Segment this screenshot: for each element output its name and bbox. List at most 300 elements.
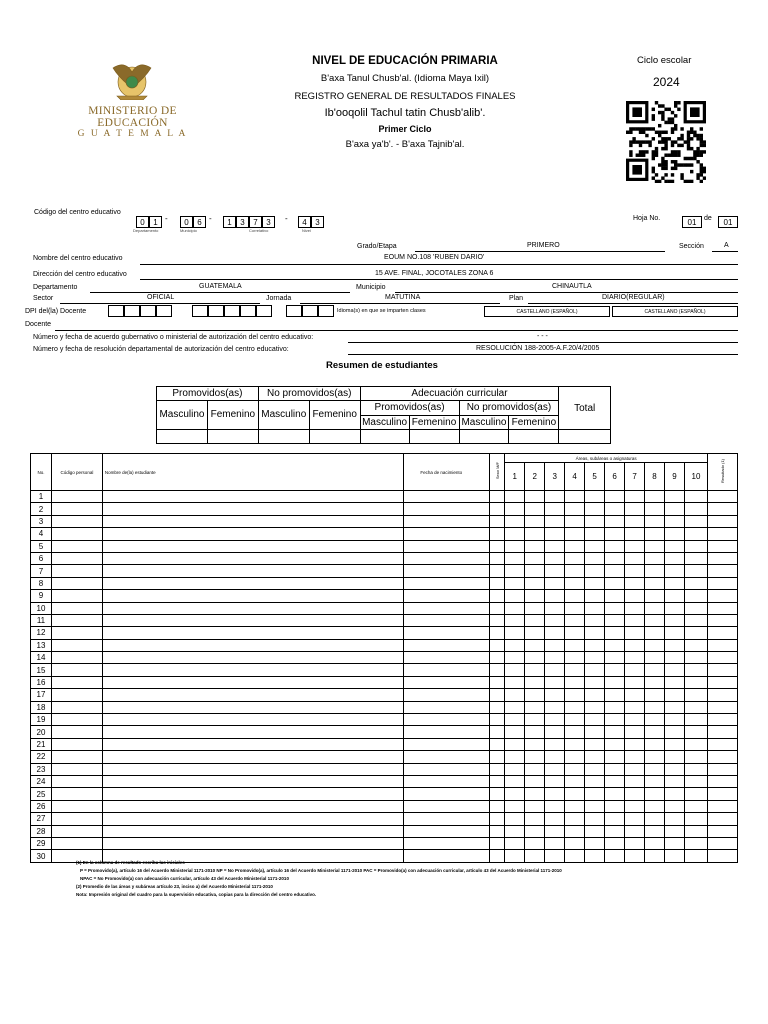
student-cell[interactable] bbox=[645, 825, 665, 837]
student-cell[interactable] bbox=[665, 639, 685, 651]
student-cell[interactable] bbox=[404, 552, 490, 564]
student-cell[interactable] bbox=[665, 825, 685, 837]
student-cell[interactable] bbox=[505, 689, 525, 701]
student-cell[interactable] bbox=[51, 763, 102, 775]
student-cell[interactable] bbox=[565, 689, 585, 701]
student-cell[interactable] bbox=[525, 590, 545, 602]
student-cell[interactable] bbox=[665, 627, 685, 639]
student-cell[interactable] bbox=[585, 738, 605, 750]
student-cell[interactable] bbox=[585, 800, 605, 812]
student-cell[interactable] bbox=[490, 664, 505, 676]
student-cell[interactable] bbox=[490, 540, 505, 552]
student-cell[interactable] bbox=[684, 850, 707, 862]
student-cell[interactable] bbox=[707, 491, 737, 503]
student-cell[interactable] bbox=[505, 825, 525, 837]
student-cell[interactable] bbox=[545, 763, 565, 775]
student-cell[interactable] bbox=[545, 491, 565, 503]
student-cell[interactable] bbox=[565, 652, 585, 664]
student-cell[interactable] bbox=[665, 775, 685, 787]
student-cell[interactable] bbox=[525, 788, 545, 800]
student-cell[interactable] bbox=[605, 491, 625, 503]
student-cell[interactable] bbox=[605, 837, 625, 849]
dpi-digit-box[interactable] bbox=[224, 305, 240, 317]
student-cell[interactable] bbox=[684, 676, 707, 688]
student-cell[interactable] bbox=[545, 515, 565, 527]
student-cell[interactable] bbox=[102, 676, 403, 688]
student-cell[interactable] bbox=[505, 540, 525, 552]
student-cell[interactable] bbox=[707, 788, 737, 800]
student-cell[interactable] bbox=[665, 540, 685, 552]
student-cell[interactable] bbox=[51, 565, 102, 577]
student-cell[interactable] bbox=[585, 577, 605, 589]
student-cell[interactable] bbox=[51, 491, 102, 503]
student-cell[interactable] bbox=[665, 577, 685, 589]
student-cell[interactable] bbox=[51, 590, 102, 602]
student-cell[interactable] bbox=[490, 738, 505, 750]
student-cell[interactable] bbox=[707, 751, 737, 763]
student-cell[interactable] bbox=[51, 614, 102, 626]
student-cell[interactable] bbox=[404, 837, 490, 849]
student-cell[interactable] bbox=[565, 639, 585, 651]
student-cell[interactable] bbox=[545, 627, 565, 639]
student-cell[interactable] bbox=[505, 639, 525, 651]
student-cell[interactable] bbox=[585, 627, 605, 639]
student-cell[interactable] bbox=[684, 738, 707, 750]
student-cell[interactable] bbox=[525, 577, 545, 589]
student-cell[interactable] bbox=[684, 540, 707, 552]
student-cell[interactable] bbox=[625, 540, 645, 552]
student-cell[interactable] bbox=[545, 540, 565, 552]
student-cell[interactable] bbox=[525, 726, 545, 738]
student-cell[interactable] bbox=[404, 540, 490, 552]
student-cell[interactable] bbox=[605, 590, 625, 602]
student-cell[interactable] bbox=[525, 639, 545, 651]
student-cell[interactable] bbox=[605, 577, 625, 589]
summary-cell[interactable] bbox=[309, 430, 360, 444]
student-cell[interactable] bbox=[665, 491, 685, 503]
student-cell[interactable] bbox=[102, 689, 403, 701]
summary-cell[interactable] bbox=[207, 430, 258, 444]
student-cell[interactable] bbox=[565, 726, 585, 738]
student-cell[interactable] bbox=[565, 503, 585, 515]
student-cell[interactable] bbox=[707, 614, 737, 626]
student-cell[interactable] bbox=[625, 813, 645, 825]
student-cell[interactable] bbox=[605, 515, 625, 527]
student-cell[interactable] bbox=[565, 738, 585, 750]
student-cell[interactable] bbox=[490, 590, 505, 602]
student-cell[interactable] bbox=[505, 751, 525, 763]
student-cell[interactable] bbox=[625, 614, 645, 626]
student-cell[interactable] bbox=[102, 577, 403, 589]
student-cell[interactable] bbox=[51, 528, 102, 540]
student-cell[interactable] bbox=[605, 850, 625, 862]
student-cell[interactable] bbox=[51, 825, 102, 837]
student-cell[interactable] bbox=[102, 503, 403, 515]
student-cell[interactable] bbox=[585, 701, 605, 713]
student-cell[interactable] bbox=[51, 689, 102, 701]
student-cell[interactable] bbox=[505, 738, 525, 750]
dpi-digit-box[interactable] bbox=[208, 305, 224, 317]
student-cell[interactable] bbox=[605, 503, 625, 515]
dpi-digit-box[interactable] bbox=[240, 305, 256, 317]
student-cell[interactable] bbox=[51, 515, 102, 527]
student-cell[interactable] bbox=[490, 614, 505, 626]
student-cell[interactable] bbox=[490, 689, 505, 701]
student-cell[interactable] bbox=[505, 565, 525, 577]
student-cell[interactable] bbox=[565, 763, 585, 775]
student-cell[interactable] bbox=[51, 627, 102, 639]
student-cell[interactable] bbox=[404, 491, 490, 503]
student-cell[interactable] bbox=[605, 825, 625, 837]
student-cell[interactable] bbox=[707, 775, 737, 787]
student-cell[interactable] bbox=[684, 837, 707, 849]
summary-cell[interactable] bbox=[409, 430, 459, 444]
student-cell[interactable] bbox=[404, 565, 490, 577]
student-cell[interactable] bbox=[505, 652, 525, 664]
student-cell[interactable] bbox=[625, 552, 645, 564]
student-cell[interactable] bbox=[490, 652, 505, 664]
student-cell[interactable] bbox=[645, 664, 665, 676]
student-cell[interactable] bbox=[645, 565, 665, 577]
student-cell[interactable] bbox=[665, 528, 685, 540]
student-cell[interactable] bbox=[490, 602, 505, 614]
student-cell[interactable] bbox=[707, 652, 737, 664]
student-cell[interactable] bbox=[51, 664, 102, 676]
student-cell[interactable] bbox=[684, 775, 707, 787]
student-cell[interactable] bbox=[585, 763, 605, 775]
student-cell[interactable] bbox=[404, 528, 490, 540]
student-cell[interactable] bbox=[490, 515, 505, 527]
student-cell[interactable] bbox=[605, 751, 625, 763]
student-cell[interactable] bbox=[605, 540, 625, 552]
student-cell[interactable] bbox=[102, 726, 403, 738]
student-cell[interactable] bbox=[505, 788, 525, 800]
student-cell[interactable] bbox=[645, 775, 665, 787]
student-cell[interactable] bbox=[585, 825, 605, 837]
student-cell[interactable] bbox=[585, 837, 605, 849]
student-cell[interactable] bbox=[605, 652, 625, 664]
student-cell[interactable] bbox=[585, 850, 605, 862]
student-cell[interactable] bbox=[51, 726, 102, 738]
dpi-digit-box[interactable] bbox=[192, 305, 208, 317]
student-cell[interactable] bbox=[645, 528, 665, 540]
student-cell[interactable] bbox=[585, 590, 605, 602]
student-cell[interactable] bbox=[545, 602, 565, 614]
student-cell[interactable] bbox=[525, 540, 545, 552]
student-cell[interactable] bbox=[707, 726, 737, 738]
student-cell[interactable] bbox=[565, 825, 585, 837]
student-cell[interactable] bbox=[585, 676, 605, 688]
student-cell[interactable] bbox=[51, 577, 102, 589]
student-cell[interactable] bbox=[684, 701, 707, 713]
student-cell[interactable] bbox=[525, 528, 545, 540]
student-cell[interactable] bbox=[102, 775, 403, 787]
student-cell[interactable] bbox=[625, 503, 645, 515]
student-cell[interactable] bbox=[505, 676, 525, 688]
student-cell[interactable] bbox=[490, 577, 505, 589]
student-cell[interactable] bbox=[605, 788, 625, 800]
dpi-digit-box[interactable] bbox=[286, 305, 302, 317]
student-cell[interactable] bbox=[665, 788, 685, 800]
student-cell[interactable] bbox=[525, 825, 545, 837]
student-cell[interactable] bbox=[404, 627, 490, 639]
student-cell[interactable] bbox=[102, 664, 403, 676]
student-cell[interactable] bbox=[645, 491, 665, 503]
student-cell[interactable] bbox=[625, 775, 645, 787]
student-cell[interactable] bbox=[585, 614, 605, 626]
student-cell[interactable] bbox=[525, 491, 545, 503]
student-cell[interactable] bbox=[645, 540, 665, 552]
student-cell[interactable] bbox=[665, 565, 685, 577]
student-cell[interactable] bbox=[665, 652, 685, 664]
student-cell[interactable] bbox=[545, 689, 565, 701]
student-cell[interactable] bbox=[490, 565, 505, 577]
student-cell[interactable] bbox=[505, 701, 525, 713]
student-cell[interactable] bbox=[525, 751, 545, 763]
student-cell[interactable] bbox=[490, 639, 505, 651]
student-cell[interactable] bbox=[684, 528, 707, 540]
student-cell[interactable] bbox=[490, 676, 505, 688]
student-cell[interactable] bbox=[645, 627, 665, 639]
student-cell[interactable] bbox=[585, 565, 605, 577]
student-cell[interactable] bbox=[51, 540, 102, 552]
student-cell[interactable] bbox=[625, 825, 645, 837]
student-cell[interactable] bbox=[684, 614, 707, 626]
student-cell[interactable] bbox=[665, 552, 685, 564]
student-cell[interactable] bbox=[665, 689, 685, 701]
student-cell[interactable] bbox=[684, 627, 707, 639]
student-cell[interactable] bbox=[545, 590, 565, 602]
student-cell[interactable] bbox=[585, 552, 605, 564]
student-cell[interactable] bbox=[490, 701, 505, 713]
student-cell[interactable] bbox=[102, 825, 403, 837]
student-cell[interactable] bbox=[404, 590, 490, 602]
student-cell[interactable] bbox=[707, 639, 737, 651]
student-cell[interactable] bbox=[102, 627, 403, 639]
student-cell[interactable] bbox=[684, 639, 707, 651]
student-cell[interactable] bbox=[645, 689, 665, 701]
student-cell[interactable] bbox=[525, 676, 545, 688]
student-cell[interactable] bbox=[505, 850, 525, 862]
student-cell[interactable] bbox=[665, 726, 685, 738]
summary-cell[interactable] bbox=[559, 430, 611, 444]
student-cell[interactable] bbox=[545, 800, 565, 812]
student-cell[interactable] bbox=[490, 800, 505, 812]
student-cell[interactable] bbox=[645, 515, 665, 527]
student-cell[interactable] bbox=[645, 763, 665, 775]
student-cell[interactable] bbox=[625, 627, 645, 639]
student-cell[interactable] bbox=[565, 837, 585, 849]
student-cell[interactable] bbox=[665, 714, 685, 726]
student-cell[interactable] bbox=[404, 751, 490, 763]
student-cell[interactable] bbox=[102, 528, 403, 540]
student-cell[interactable] bbox=[404, 602, 490, 614]
student-cell[interactable] bbox=[645, 751, 665, 763]
student-cell[interactable] bbox=[565, 775, 585, 787]
student-cell[interactable] bbox=[707, 627, 737, 639]
student-cell[interactable] bbox=[625, 639, 645, 651]
student-cell[interactable] bbox=[565, 540, 585, 552]
student-cell[interactable] bbox=[545, 528, 565, 540]
student-cell[interactable] bbox=[51, 676, 102, 688]
student-cell[interactable] bbox=[565, 552, 585, 564]
student-cell[interactable] bbox=[404, 515, 490, 527]
student-cell[interactable] bbox=[565, 676, 585, 688]
student-cell[interactable] bbox=[490, 788, 505, 800]
student-cell[interactable] bbox=[490, 552, 505, 564]
student-cell[interactable] bbox=[525, 627, 545, 639]
student-cell[interactable] bbox=[102, 565, 403, 577]
student-cell[interactable] bbox=[404, 726, 490, 738]
student-cell[interactable] bbox=[545, 850, 565, 862]
student-cell[interactable] bbox=[545, 565, 565, 577]
student-cell[interactable] bbox=[684, 788, 707, 800]
student-cell[interactable] bbox=[684, 800, 707, 812]
student-cell[interactable] bbox=[605, 602, 625, 614]
student-cell[interactable] bbox=[665, 837, 685, 849]
student-cell[interactable] bbox=[102, 813, 403, 825]
student-cell[interactable] bbox=[665, 602, 685, 614]
student-cell[interactable] bbox=[505, 515, 525, 527]
student-cell[interactable] bbox=[585, 788, 605, 800]
student-cell[interactable] bbox=[51, 639, 102, 651]
student-cell[interactable] bbox=[525, 850, 545, 862]
student-cell[interactable] bbox=[51, 837, 102, 849]
student-cell[interactable] bbox=[525, 775, 545, 787]
student-cell[interactable] bbox=[684, 491, 707, 503]
student-cell[interactable] bbox=[565, 590, 585, 602]
student-cell[interactable] bbox=[585, 664, 605, 676]
student-cell[interactable] bbox=[525, 701, 545, 713]
student-cell[interactable] bbox=[545, 837, 565, 849]
student-cell[interactable] bbox=[645, 676, 665, 688]
student-cell[interactable] bbox=[585, 639, 605, 651]
student-cell[interactable] bbox=[665, 503, 685, 515]
student-cell[interactable] bbox=[51, 800, 102, 812]
student-cell[interactable] bbox=[625, 676, 645, 688]
student-cell[interactable] bbox=[625, 652, 645, 664]
student-cell[interactable] bbox=[605, 738, 625, 750]
student-cell[interactable] bbox=[404, 714, 490, 726]
student-cell[interactable] bbox=[665, 515, 685, 527]
student-cell[interactable] bbox=[490, 837, 505, 849]
student-cell[interactable] bbox=[625, 515, 645, 527]
student-cell[interactable] bbox=[505, 837, 525, 849]
student-cell[interactable] bbox=[707, 590, 737, 602]
student-cell[interactable] bbox=[102, 751, 403, 763]
student-cell[interactable] bbox=[684, 726, 707, 738]
student-cell[interactable] bbox=[625, 701, 645, 713]
student-cell[interactable] bbox=[505, 590, 525, 602]
student-cell[interactable] bbox=[565, 813, 585, 825]
student-cell[interactable] bbox=[605, 689, 625, 701]
student-cell[interactable] bbox=[505, 664, 525, 676]
student-cell[interactable] bbox=[665, 676, 685, 688]
student-cell[interactable] bbox=[545, 788, 565, 800]
student-cell[interactable] bbox=[707, 552, 737, 564]
student-cell[interactable] bbox=[490, 491, 505, 503]
student-cell[interactable] bbox=[525, 565, 545, 577]
student-cell[interactable] bbox=[545, 751, 565, 763]
student-cell[interactable] bbox=[505, 528, 525, 540]
student-cell[interactable] bbox=[684, 763, 707, 775]
student-cell[interactable] bbox=[605, 552, 625, 564]
student-cell[interactable] bbox=[102, 540, 403, 552]
student-cell[interactable] bbox=[404, 738, 490, 750]
student-cell[interactable] bbox=[102, 763, 403, 775]
student-cell[interactable] bbox=[707, 577, 737, 589]
student-cell[interactable] bbox=[665, 701, 685, 713]
student-cell[interactable] bbox=[102, 701, 403, 713]
student-cell[interactable] bbox=[404, 701, 490, 713]
student-cell[interactable] bbox=[102, 602, 403, 614]
student-cell[interactable] bbox=[707, 800, 737, 812]
student-cell[interactable] bbox=[605, 701, 625, 713]
student-cell[interactable] bbox=[565, 850, 585, 862]
student-cell[interactable] bbox=[707, 676, 737, 688]
student-cell[interactable] bbox=[605, 813, 625, 825]
student-cell[interactable] bbox=[505, 552, 525, 564]
student-cell[interactable] bbox=[585, 503, 605, 515]
student-cell[interactable] bbox=[707, 602, 737, 614]
student-cell[interactable] bbox=[684, 515, 707, 527]
student-cell[interactable] bbox=[625, 689, 645, 701]
student-cell[interactable] bbox=[545, 577, 565, 589]
student-cell[interactable] bbox=[565, 528, 585, 540]
student-cell[interactable] bbox=[505, 503, 525, 515]
student-cell[interactable] bbox=[490, 726, 505, 738]
student-cell[interactable] bbox=[525, 813, 545, 825]
student-cell[interactable] bbox=[585, 602, 605, 614]
student-cell[interactable] bbox=[102, 837, 403, 849]
student-cell[interactable] bbox=[505, 726, 525, 738]
student-cell[interactable] bbox=[645, 639, 665, 651]
student-cell[interactable] bbox=[525, 738, 545, 750]
student-cell[interactable] bbox=[684, 652, 707, 664]
student-cell[interactable] bbox=[404, 788, 490, 800]
student-cell[interactable] bbox=[565, 751, 585, 763]
student-cell[interactable] bbox=[490, 763, 505, 775]
summary-cell[interactable] bbox=[258, 430, 309, 444]
student-cell[interactable] bbox=[51, 738, 102, 750]
student-cell[interactable] bbox=[565, 788, 585, 800]
student-cell[interactable] bbox=[605, 528, 625, 540]
student-cell[interactable] bbox=[505, 763, 525, 775]
student-cell[interactable] bbox=[102, 788, 403, 800]
student-cell[interactable] bbox=[625, 528, 645, 540]
student-cell[interactable] bbox=[404, 639, 490, 651]
student-cell[interactable] bbox=[645, 714, 665, 726]
student-cell[interactable] bbox=[605, 614, 625, 626]
student-cell[interactable] bbox=[645, 614, 665, 626]
student-cell[interactable] bbox=[545, 664, 565, 676]
student-cell[interactable] bbox=[404, 800, 490, 812]
student-cell[interactable] bbox=[545, 825, 565, 837]
student-cell[interactable] bbox=[505, 602, 525, 614]
student-cell[interactable] bbox=[565, 602, 585, 614]
dpi-digit-box[interactable] bbox=[108, 305, 124, 317]
student-cell[interactable] bbox=[585, 528, 605, 540]
student-cell[interactable] bbox=[585, 813, 605, 825]
student-cell[interactable] bbox=[525, 763, 545, 775]
student-cell[interactable] bbox=[545, 676, 565, 688]
student-cell[interactable] bbox=[645, 590, 665, 602]
student-cell[interactable] bbox=[684, 602, 707, 614]
student-cell[interactable] bbox=[404, 503, 490, 515]
student-cell[interactable] bbox=[707, 664, 737, 676]
student-cell[interactable] bbox=[707, 689, 737, 701]
student-cell[interactable] bbox=[605, 775, 625, 787]
